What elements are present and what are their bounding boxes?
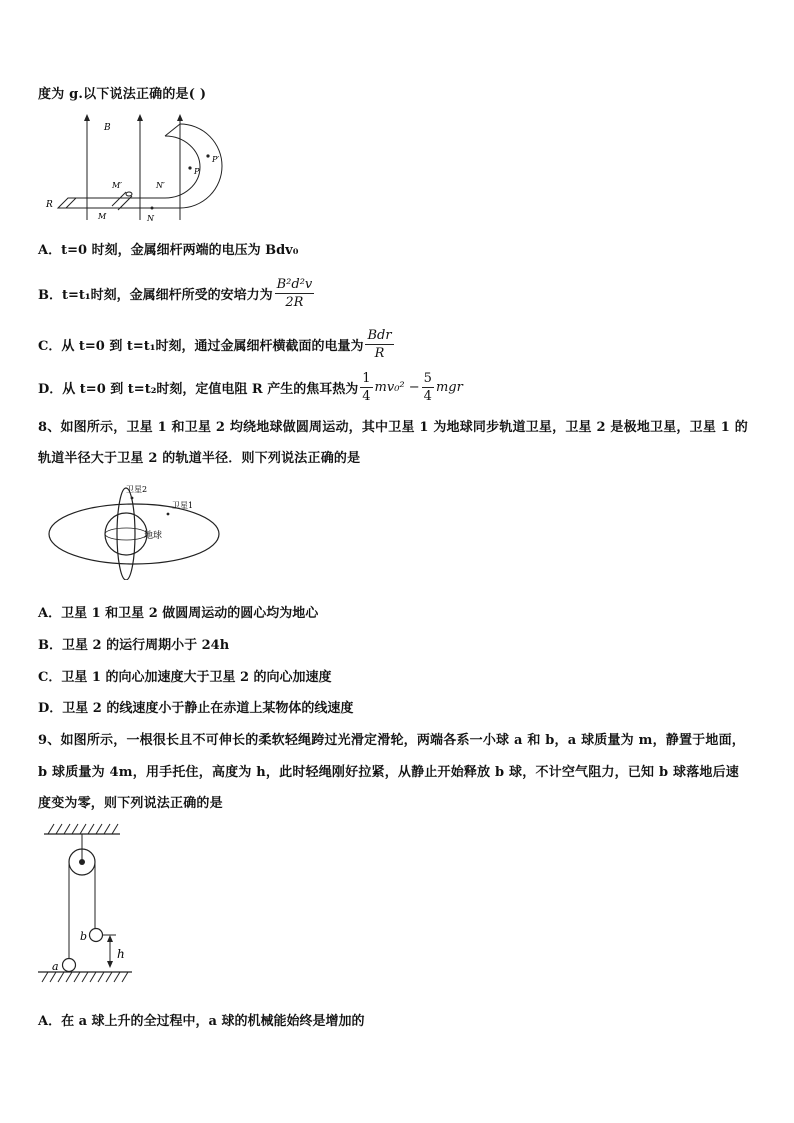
q7-option-d-letter: D． (38, 382, 63, 397)
q8-figure (44, 478, 224, 580)
q7-option-c-fraction (365, 327, 393, 362)
q7-option-a-letter: A． (38, 243, 62, 258)
q7-option-b-numerator: B²d²v (276, 277, 313, 292)
q8-option-c: C．卫星 1 的向心加速度大于卫星 2 的向心加速度 (38, 670, 332, 685)
q8-option-a: A．卫星 1 和卫星 2 做圆周运动的圆心均为地心 (38, 606, 319, 621)
q7-label-M: M (98, 212, 107, 221)
q9-stem-line-1: 9、如图所示，一根很长且不可伸长的柔软轻绳跨过光滑定滑轮，两端各系一小球 a 和 b，a 球质量为 m，静置于地面， (38, 733, 745, 748)
q7-option-b-denominator: 2R (285, 295, 304, 310)
q7-label-Mprime: M′ (112, 181, 123, 190)
q9-label-a: a (52, 960, 59, 973)
q9-option-a: A．在 a 球上升的全过程中，a 球的机械能始终是增加的 (38, 1014, 365, 1029)
q7-option-a-text: t=0 时刻，金属细杆两端的电压为 Bdv₀ (61, 243, 299, 258)
q7-option-d-f2-denominator: 4 (423, 389, 432, 404)
q9-stem-line-2: b 球质量为 4m，用手托住，高度为 h，此时轻绳刚好拉紧，从静止开始释放 b 球，不计空气阻力，已知 b 球落地后速 (38, 765, 740, 780)
q7-option-b-text: t=t₁时刻，金属细杆所受的安培力为 (62, 288, 273, 303)
q8-label-sat2: 卫星2 (126, 485, 148, 494)
q7-option-c-denominator: R (374, 346, 385, 361)
q8-label-earth: 地球 (144, 531, 163, 541)
q8-option-d: D．卫星 2 的线速度小于静止在赤道上某物体的线速度 (38, 701, 354, 716)
q7-option-d-fraction-1 (360, 370, 372, 405)
q7-option-d (38, 370, 463, 405)
q7-option-d-text: 从 t=0 到 t=t₂时刻，定值电阻 R 产生的焦耳热为 (62, 382, 359, 397)
q8-stem-line-1: 8、如图所示，卫星 1 和卫星 2 均绕地球做圆周运动，其中卫星 1 为地球同步轨道卫星，卫星 2 是极地卫星，卫星 1 的 (38, 420, 748, 435)
q7-label-R: R (46, 200, 53, 210)
q7-option-a (38, 239, 298, 258)
q9-label-b: b (80, 930, 88, 943)
q7-label-Pprime: P′ (212, 155, 220, 164)
q8-stem-line-2: 轨道半径大于卫星 2 的轨道半径．则下列说法正确的是 (38, 451, 361, 466)
q9-figure (36, 822, 136, 986)
q7-figure (40, 112, 240, 224)
q9-label-h: h (117, 947, 125, 961)
q7-option-d-fraction-2 (422, 370, 434, 405)
q7-label-N: N (147, 214, 154, 223)
q7-option-d-f1-numerator: 1 (362, 371, 371, 386)
q7-label-P: P (194, 167, 200, 176)
q7-label-Nprime: N′ (156, 181, 165, 190)
q7-option-b (38, 276, 316, 311)
q7-option-c-text: 从 t=0 到 t=t₁时刻，通过金属细杆横截面的电量为 (61, 339, 364, 354)
q7-option-c-letter: C． (38, 339, 62, 354)
q8-option-b: B．卫星 2 的运行周期小于 24h (38, 638, 230, 653)
q8-label-sat1: 卫星1 (172, 501, 194, 510)
q9-stem-line-3: 度变为零，则下列说法正确的是 (38, 796, 223, 811)
q7-option-c-numerator: Bdr (367, 328, 392, 343)
q7-option-d-tail: mgr (435, 380, 463, 395)
q7-option-d-f2-numerator: 5 (423, 371, 432, 386)
q7-label-B: B (104, 123, 111, 133)
q7-option-d-mid: mv₀² − (374, 380, 420, 395)
q7-option-b-fraction (275, 276, 315, 311)
q7-option-c (38, 327, 396, 362)
q7-stem-tail: 度为 g.以下说法正确的是( ) (38, 87, 207, 102)
q7-option-b-letter: B． (38, 288, 62, 303)
q7-option-d-f1-denominator: 4 (362, 389, 371, 404)
